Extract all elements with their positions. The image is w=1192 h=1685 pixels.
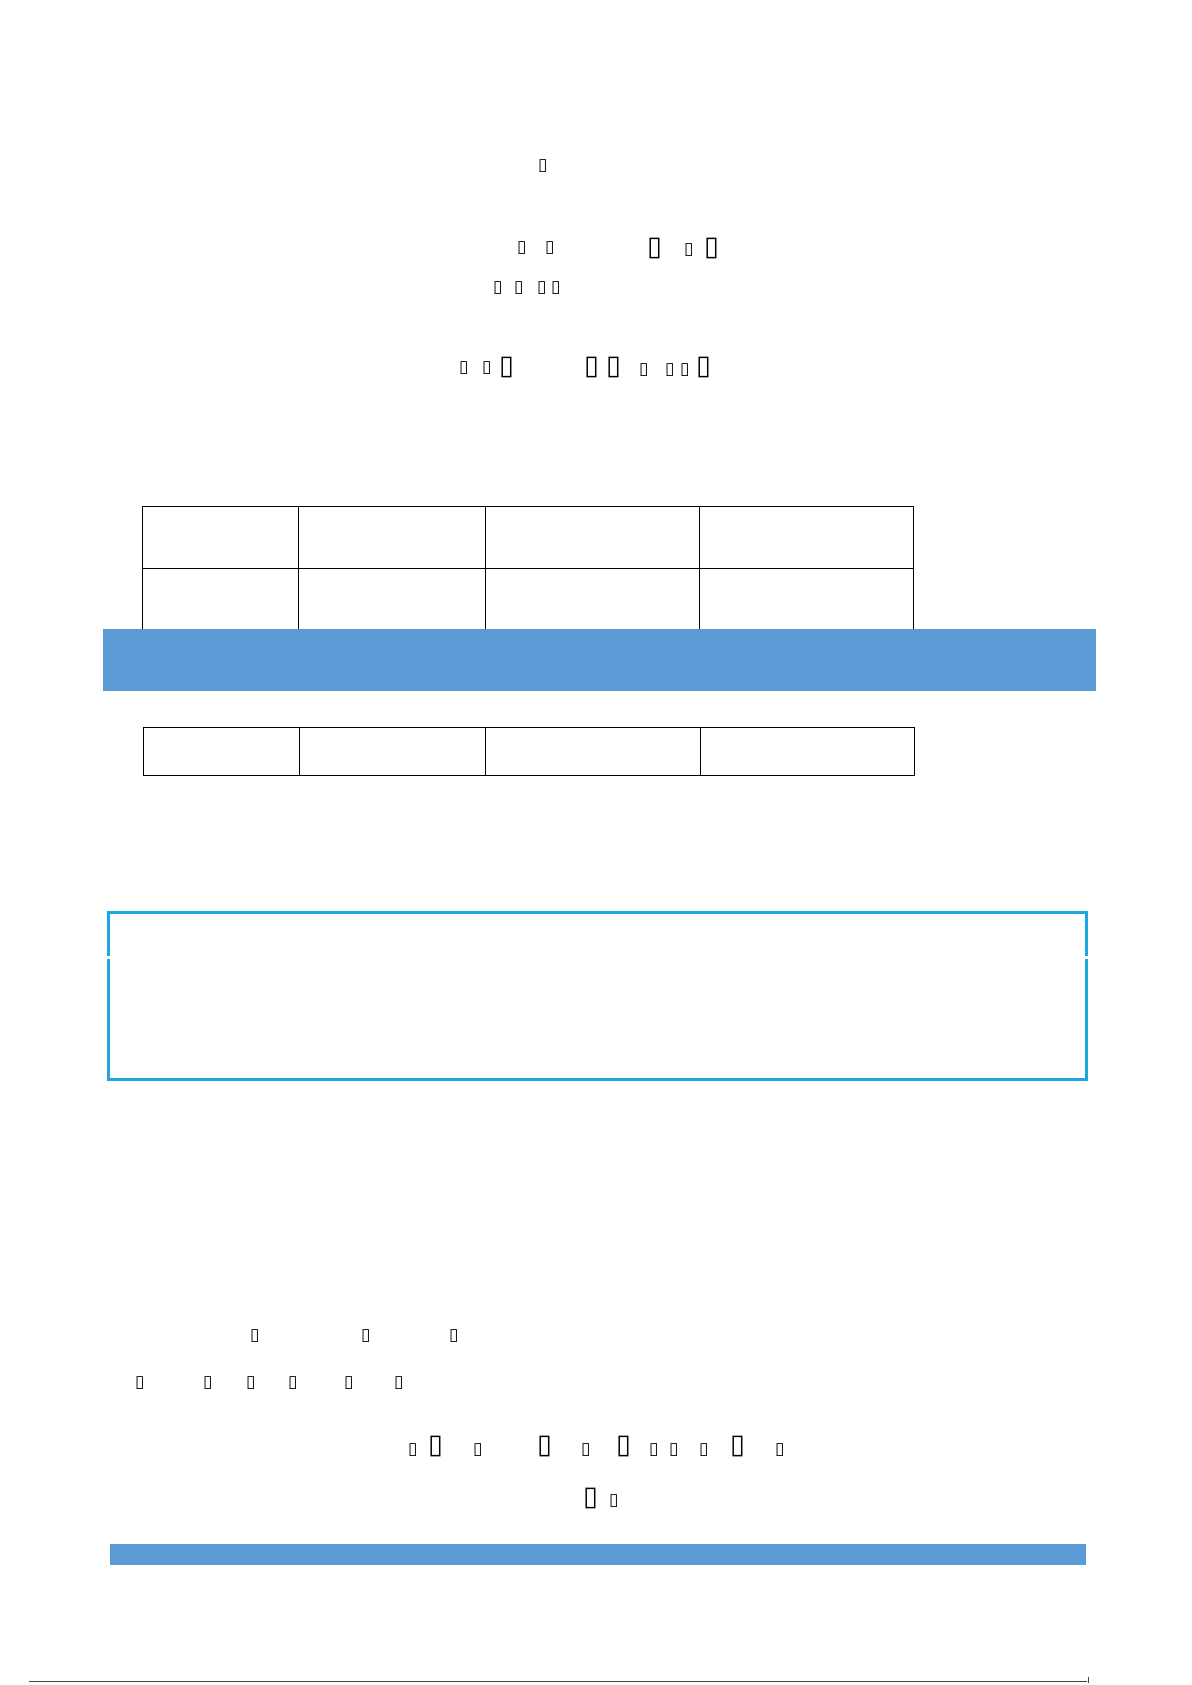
heading-line2-glyph: ▯ <box>684 239 694 259</box>
footer-line3-glyph: ▯ <box>428 1429 443 1460</box>
footer-line3-glyph: ▯ <box>669 1439 679 1459</box>
footer-line3-glyph: ▯ <box>699 1439 709 1459</box>
footer-line3-glyph: ▯ <box>408 1439 418 1459</box>
footer-line1-glyph: ▯ <box>449 1325 459 1345</box>
heading-line4-glyph: ▯ <box>639 359 649 379</box>
heading-line2-glyph: ▯ <box>704 231 719 262</box>
callout-border-gap <box>1085 956 1089 959</box>
footer-line1-glyph: ▯ <box>250 1325 260 1345</box>
table-cell <box>700 507 914 569</box>
callout-border-gap <box>106 956 110 959</box>
heading-line4-glyph: ▯ <box>696 350 711 381</box>
table-row <box>143 569 914 630</box>
footer-line2-glyph: ▯ <box>394 1372 404 1392</box>
table-cell <box>143 507 299 569</box>
heading-line4-glyph: ▯ <box>482 357 492 377</box>
footer-line3-glyph: ▯ <box>616 1429 631 1460</box>
table-cell <box>486 569 700 630</box>
footer-line2-glyph: ▯ <box>344 1372 354 1392</box>
heading-line1-glyph: ▯ <box>538 155 548 175</box>
page-bottom-tick <box>1088 1677 1089 1683</box>
table-cell <box>299 569 486 630</box>
heading-line3-glyph: ▯ <box>537 277 547 297</box>
heading-line3-glyph: ▯ <box>514 277 524 297</box>
table-cell <box>300 728 486 776</box>
heading-line4-glyph: ▯ <box>499 350 514 381</box>
footer-line3-glyph: ▯ <box>473 1439 483 1459</box>
table-row <box>143 507 914 569</box>
heading-line2-glyph: ▯ <box>647 231 662 262</box>
table-cell <box>486 728 701 776</box>
table-cell <box>299 507 486 569</box>
heading-line3-glyph: ▯ <box>551 277 561 297</box>
table-row <box>144 728 915 776</box>
section-header-band <box>103 629 1096 691</box>
heading-line4-glyph: ▯ <box>606 350 621 381</box>
footer-line3-glyph: ▯ <box>537 1429 552 1460</box>
heading-line4-glyph: ▯ <box>680 359 690 379</box>
footer-line4-glyph: ▯ <box>609 1490 619 1510</box>
info-table-bottom <box>143 727 915 776</box>
heading-line3-glyph: ▯ <box>493 277 503 297</box>
footer-line2-glyph: ▯ <box>135 1372 145 1392</box>
heading-line2-glyph: ▯ <box>517 237 527 257</box>
table-cell <box>701 728 915 776</box>
callout-box <box>107 911 1088 1081</box>
footer-line3-glyph: ▯ <box>649 1439 659 1459</box>
table-cell <box>143 569 299 630</box>
page-bottom-rule <box>29 1681 1087 1682</box>
footer-line2-glyph: ▯ <box>246 1372 256 1392</box>
footer-band <box>110 1544 1086 1565</box>
footer-line3-glyph: ▯ <box>581 1439 591 1459</box>
footer-line4-glyph: ▯ <box>583 1481 598 1512</box>
footer-line3-glyph: ▯ <box>730 1429 745 1460</box>
footer-line3-glyph: ▯ <box>775 1439 785 1459</box>
heading-line4-glyph: ▯ <box>459 357 469 377</box>
table-cell <box>486 507 700 569</box>
table-cell <box>144 728 300 776</box>
footer-line1-glyph: ▯ <box>361 1325 371 1345</box>
info-table-top <box>142 506 914 630</box>
footer-line2-glyph: ▯ <box>203 1372 213 1392</box>
heading-line4-glyph: ▯ <box>584 350 599 381</box>
heading-line4-glyph: ▯ <box>665 359 675 379</box>
footer-line2-glyph: ▯ <box>288 1372 298 1392</box>
heading-line2-glyph: ▯ <box>545 237 555 257</box>
table-cell <box>700 569 914 630</box>
